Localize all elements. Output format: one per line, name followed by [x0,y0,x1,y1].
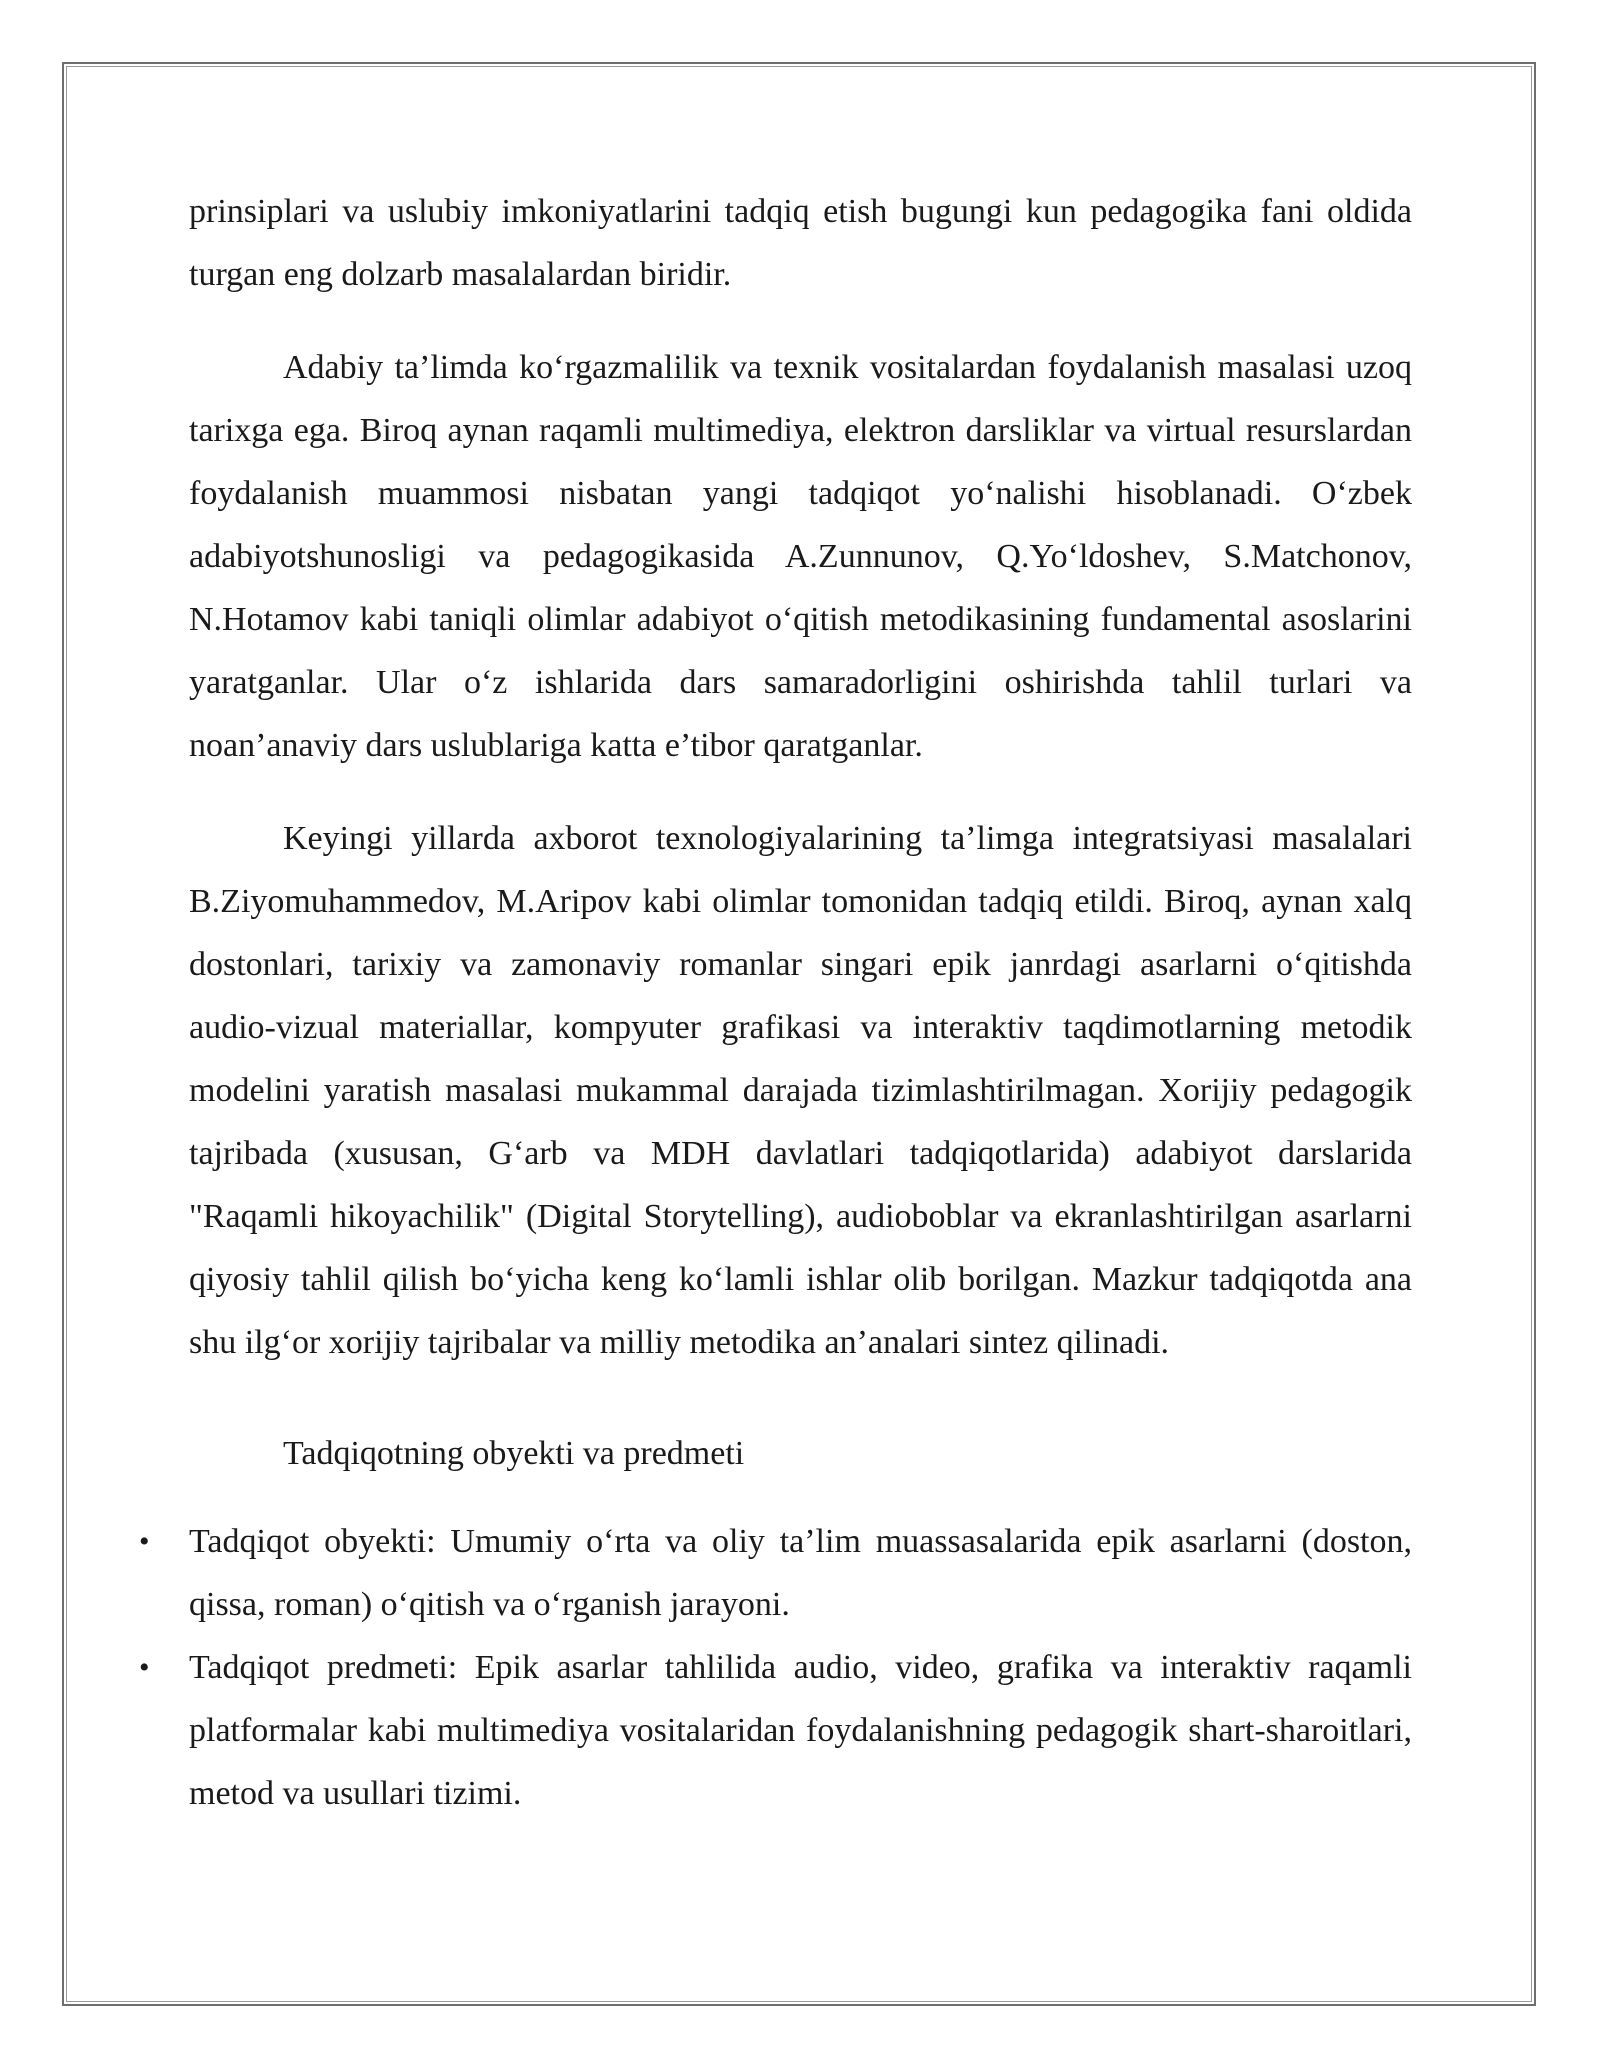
section-heading: Tadqiqotning obyekti va predmeti [283,1435,745,1472]
paragraph-continuation: prinsiplari va uslubiy imkoniyatlarini tadqiq etish bugungi kun pedagogika fani oldida turgan eng dolzarb masalalardan biridir. [189,193,1412,293]
document-body [139,180,1412,1825]
list-item [139,1636,1412,1825]
paragraph-visual-aids: Adabiy ta’limda ko‘rgazmalilik va texnik vositalardan foydalanish masalasi uzoq tarixga ega. Biroq aynan raqamli multimediya, elektron darsliklar va virtual resurslardan foydalanish muammosi nisbatan yangi tadqiqot yo‘nalishi hisoblanadi. O‘zbek adabiyotshunosligi va pedagogikasida A.Zunnunov, Q.Yo‘ldoshev, S.Matchonov, N.Hotamov kabi taniqli olimlar adabiyot o‘qitish metodikasining fundamental asoslarini yaratganlar. Ular o‘z ishlarida dars samaradorligini oshirishda tahlil turlari va noan’anaviy dars uslublariga katta e’tibor qaratganlar. [189,349,1412,764]
list-item-text: Tadqiqot obyekti: Umumiy o‘rta va oliy ta’lim muassasalarida epik asarlarni (doston, qissa, roman) o‘qitish va o‘rganish jarayoni. [189,1523,1412,1623]
bullet-icon: • [139,1651,150,1684]
paragraph-it-integration: Keyingi yillarda axborot texnologiyalarining ta’limga integratsiyasi masalalari B.Ziyomuhammedov, M.Aripov kabi olimlar tomonidan tadqiq etildi. Biroq, aynan xalq dostonlari, tarixiy va zamonaviy romanlar singari epik janrdagi asarlarni o‘qitishda audio-vizual materiallar, kompyuter grafikasi va interaktiv taqdimotlarning metodik modelini yaratish masalasi mukammal darajada tizimlashtirilmagan. Xorijiy pedagogik tajribada (xususan, G‘arb va MDH davlatlari tadqiqotlarida) adabiyot darslarida "Raqamli hikoyachilik" (Digital Storytelling), audioboblar va ekranlashtirilgan asarlarni qiyosiy tahlil qilish bo‘yicha keng ko‘lamli ishlar olib borilgan. Mazkur tadqiqotda ana shu ilg‘or xorijiy tajribalar va milliy metodika an’analari sintez qilinadi. [189,820,1412,1361]
list-item-text: Tadqiqot predmeti: Epik asarlar tahlilida audio, video, grafika va interaktiv raqamli platformalar kabi multimediya vositalaridan foydalanishning pedagogik shart-sharoitlari, metod va usullari tizimi. [189,1649,1412,1812]
bullet-icon: • [139,1525,150,1558]
list-item [139,1510,1412,1636]
bullet-list [139,1510,1412,1825]
